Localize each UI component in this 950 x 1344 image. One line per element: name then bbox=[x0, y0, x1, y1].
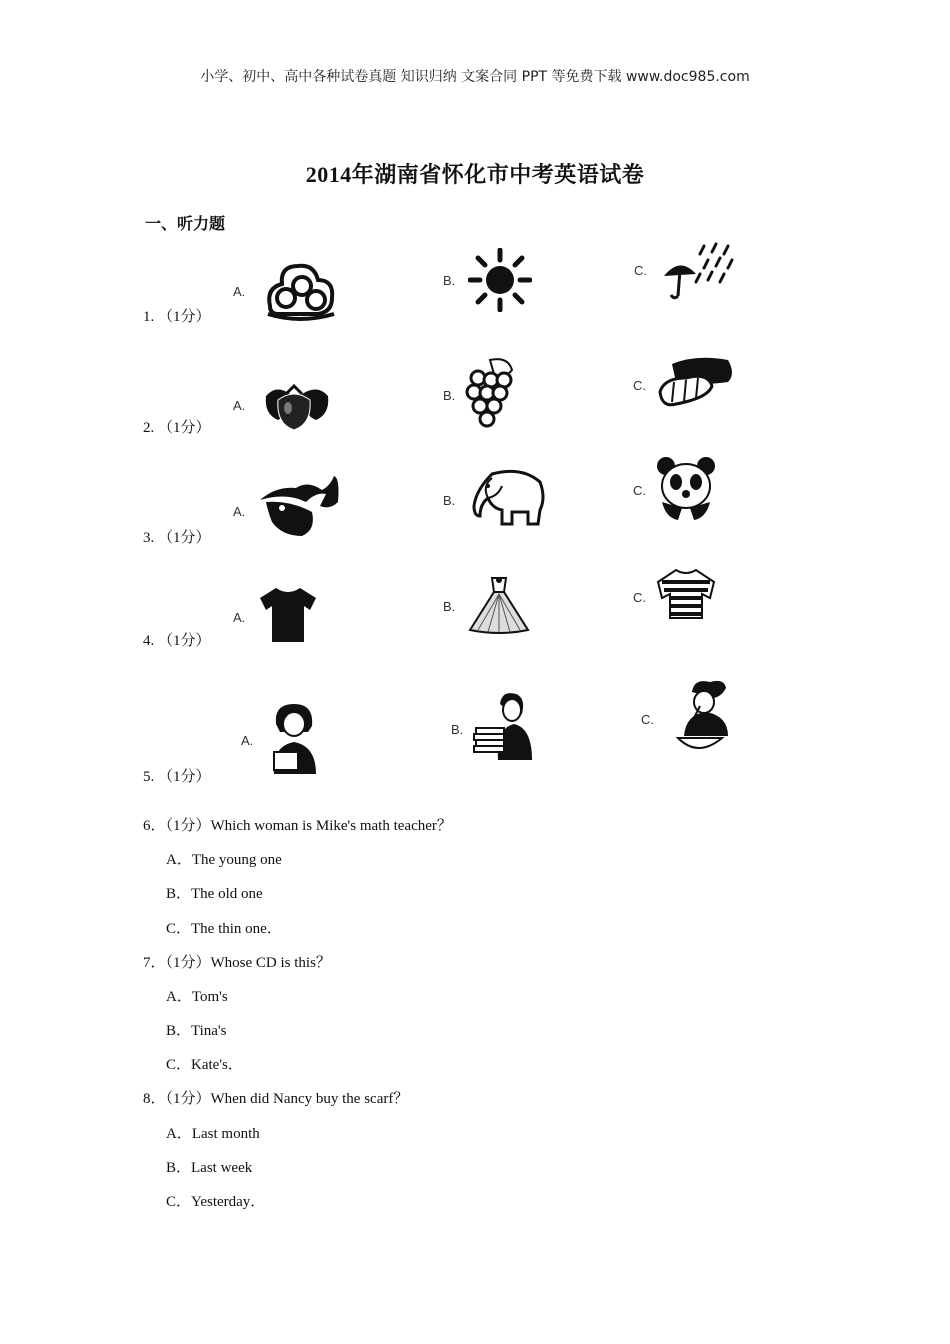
q7-option-c: C．Kate's． bbox=[166, 1057, 243, 1073]
question-4-number: 4. （1分） bbox=[143, 633, 211, 649]
grapes-icon bbox=[464, 356, 518, 432]
q2-option-a-label: A. bbox=[233, 398, 246, 413]
cloud-icon bbox=[262, 258, 338, 322]
question-2-number: 2. （1分） bbox=[143, 420, 211, 436]
q8-option-b: B．Last week bbox=[166, 1160, 253, 1176]
sun-icon bbox=[468, 248, 532, 312]
girl-eating-icon bbox=[664, 676, 740, 760]
q8-option-a: A．Last month bbox=[166, 1126, 260, 1142]
q7-option-a: A．Tom's bbox=[166, 989, 228, 1005]
question-6-stem: 6．（1分）Which woman is Mike's math teacher？ bbox=[143, 818, 452, 834]
q6-option-a: A．The young one bbox=[166, 852, 282, 868]
sweater-icon bbox=[656, 568, 716, 620]
page-title: 2014年湖南省怀化市中考英语试卷 bbox=[305, 162, 645, 187]
woman-books-icon bbox=[472, 686, 536, 762]
q3-option-c-label: C. bbox=[633, 483, 646, 498]
q3-option-b-label: B. bbox=[443, 493, 456, 508]
page-header: 小学、初中、高中各种试卷真题 知识归纳 文案合同 PPT 等免费下载 www.doc985.com bbox=[200, 69, 750, 85]
q2-option-c-label: C. bbox=[633, 378, 646, 393]
elephant-icon bbox=[462, 464, 548, 528]
q1-option-a-label: A. bbox=[233, 284, 246, 299]
question-5-number: 5. （1分） bbox=[143, 769, 211, 785]
strawberries-icon bbox=[262, 376, 332, 432]
q6-option-b: B．The old one bbox=[166, 886, 263, 902]
question-7-stem: 7．（1分）Whose CD is this？ bbox=[143, 955, 331, 971]
q1-option-b-label: B. bbox=[443, 273, 456, 288]
q3-option-a-label: A. bbox=[233, 504, 246, 519]
panda-icon bbox=[654, 456, 720, 522]
q1-option-c-label: C. bbox=[634, 263, 647, 278]
q5-option-a-label: A. bbox=[241, 733, 254, 748]
section-heading: 一、听力题 bbox=[145, 216, 226, 233]
girl-reading-icon bbox=[266, 700, 322, 776]
carrots-icon bbox=[656, 352, 736, 414]
q5-option-b-label: B. bbox=[451, 722, 464, 737]
q7-option-b: B．Tina's bbox=[166, 1023, 227, 1039]
dolphin-icon bbox=[256, 472, 342, 542]
question-3-number: 3. （1分） bbox=[143, 530, 211, 546]
q4-option-b-label: B. bbox=[443, 599, 456, 614]
dress-icon bbox=[466, 574, 532, 636]
q4-option-a-label: A. bbox=[233, 610, 246, 625]
q5-option-c-label: C. bbox=[641, 712, 654, 727]
tshirt-icon bbox=[258, 586, 318, 644]
q8-option-c: C．Yesterday． bbox=[166, 1194, 266, 1210]
q6-option-c: C．The thin one． bbox=[166, 921, 282, 937]
q4-option-c-label: C. bbox=[633, 590, 646, 605]
rain-umbrella-icon bbox=[660, 240, 736, 302]
question-1-number: 1. （1分） bbox=[143, 309, 211, 325]
question-8-stem: 8．（1分）When did Nancy buy the scarf？ bbox=[143, 1091, 409, 1107]
q2-option-b-label: B. bbox=[443, 388, 456, 403]
